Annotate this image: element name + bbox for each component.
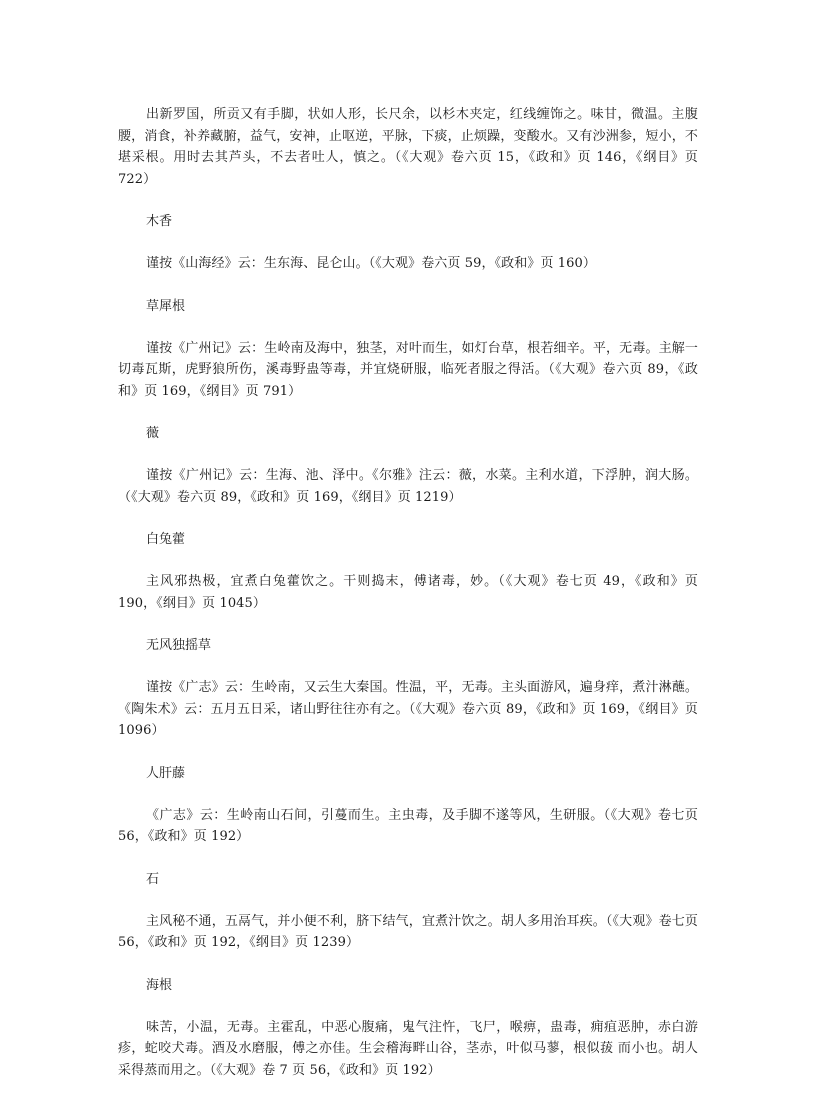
- paragraph-haigen: 味苦，小温，无毒。主霍乱，中恶心腹痛，鬼气注忤，飞尸，喉痹，蛊毒，痈疽恶肿，赤白游疹，蛇咬犬毒。酒及水磨服，傅之亦佳。生会稽海畔山谷，茎赤，叶似马蓼，根似菝 而小也。胡人采得蒸而用之。（《大观》卷 7 页 56，《政和》页 192）: [118, 1019, 698, 1078]
- paragraph-baituhuo: 主风邪热极，宜煮白兔藿饮之。干则捣末，傅诸毒，妙。（《大观》卷七页 49，《政和》页 190，《纲目》页 1045）: [118, 574, 698, 611]
- paragraph-wufengduyaocao: 谨按《广志》云：生岭南，又云生大秦国。性温，平，无毒。主头面游风，遍身痒，煮汁淋蘸。《陶朱术》云：五月五日采，诸山野往往亦有之。（《大观》卷六页 89，《政和》页 169，《纲目》页 1096）: [118, 680, 698, 738]
- entry-title-muxiang: 木香: [146, 214, 173, 229]
- document-page: [118, 104, 698, 1102]
- entry-title-baituhuo: 白兔藿: [146, 532, 186, 547]
- entry-title-wufengduyaocao: 无风独摇草: [146, 638, 212, 653]
- entry-title-wei: 薇: [146, 426, 160, 441]
- entry-title-shi: 石: [146, 871, 160, 887]
- paragraph-renshen-description: 出新罗国，所贡又有手脚，状如人形，长尺余，以杉木夹定，红线缠饰之。味甘，微温。主腹腰，消食，补养藏腑，益气，安神，止呕逆，平脉，下痰，止烦躁，变酸水。又有沙洲参，短小，不堪采根。用时去其芦头，不去者吐人，慎之。（《大观》卷六页 15，《政和》页 146，《纲目》页 722）: [118, 107, 698, 187]
- paragraph-wei: 谨按《广州记》云：生海、池、泽中。《尔雅》注云：薇，水菜。主利水道，下浮肿，润大肠。（《大观》卷六页 89，《政和》页 169，《纲目》页 1219）: [118, 468, 698, 505]
- entry-title-caoxigen: 草犀根: [146, 298, 186, 314]
- entry-title-renganteng: 人肝藤: [146, 765, 186, 781]
- paragraph-caoxigen: 谨按《广州记》云：生岭南及海中，独茎，对叶而生，如灯台草，根若细辛。平，无毒。主解一切毒瓦斯，虎野狼所伤，溪毒野蛊等毒，并宜烧研服，临死者服之得活。（《大观》卷六页 89，《政和》页 169，《纲目》页 791）: [118, 340, 698, 399]
- paragraph-muxiang: 谨按《山海经》云：生东海、昆仑山。（《大观》卷六页 59，《政和》页 160）: [146, 256, 597, 271]
- paragraph-renganteng: 《广志》云：生岭南山石间，引蔓而生。主虫毒，及手脚不遂等风，生研服。（《大观》卷七页 56，《政和》页 192）: [118, 807, 698, 844]
- entry-title-haigen: 海根: [146, 977, 173, 993]
- paragraph-shi: 主风秘不通，五鬲气，并小便不利，脐下结气，宜煮汁饮之。胡人多用治耳疾。（《大观》卷七页 56，《政和》页 192，《纲目》页 1239）: [118, 913, 698, 950]
